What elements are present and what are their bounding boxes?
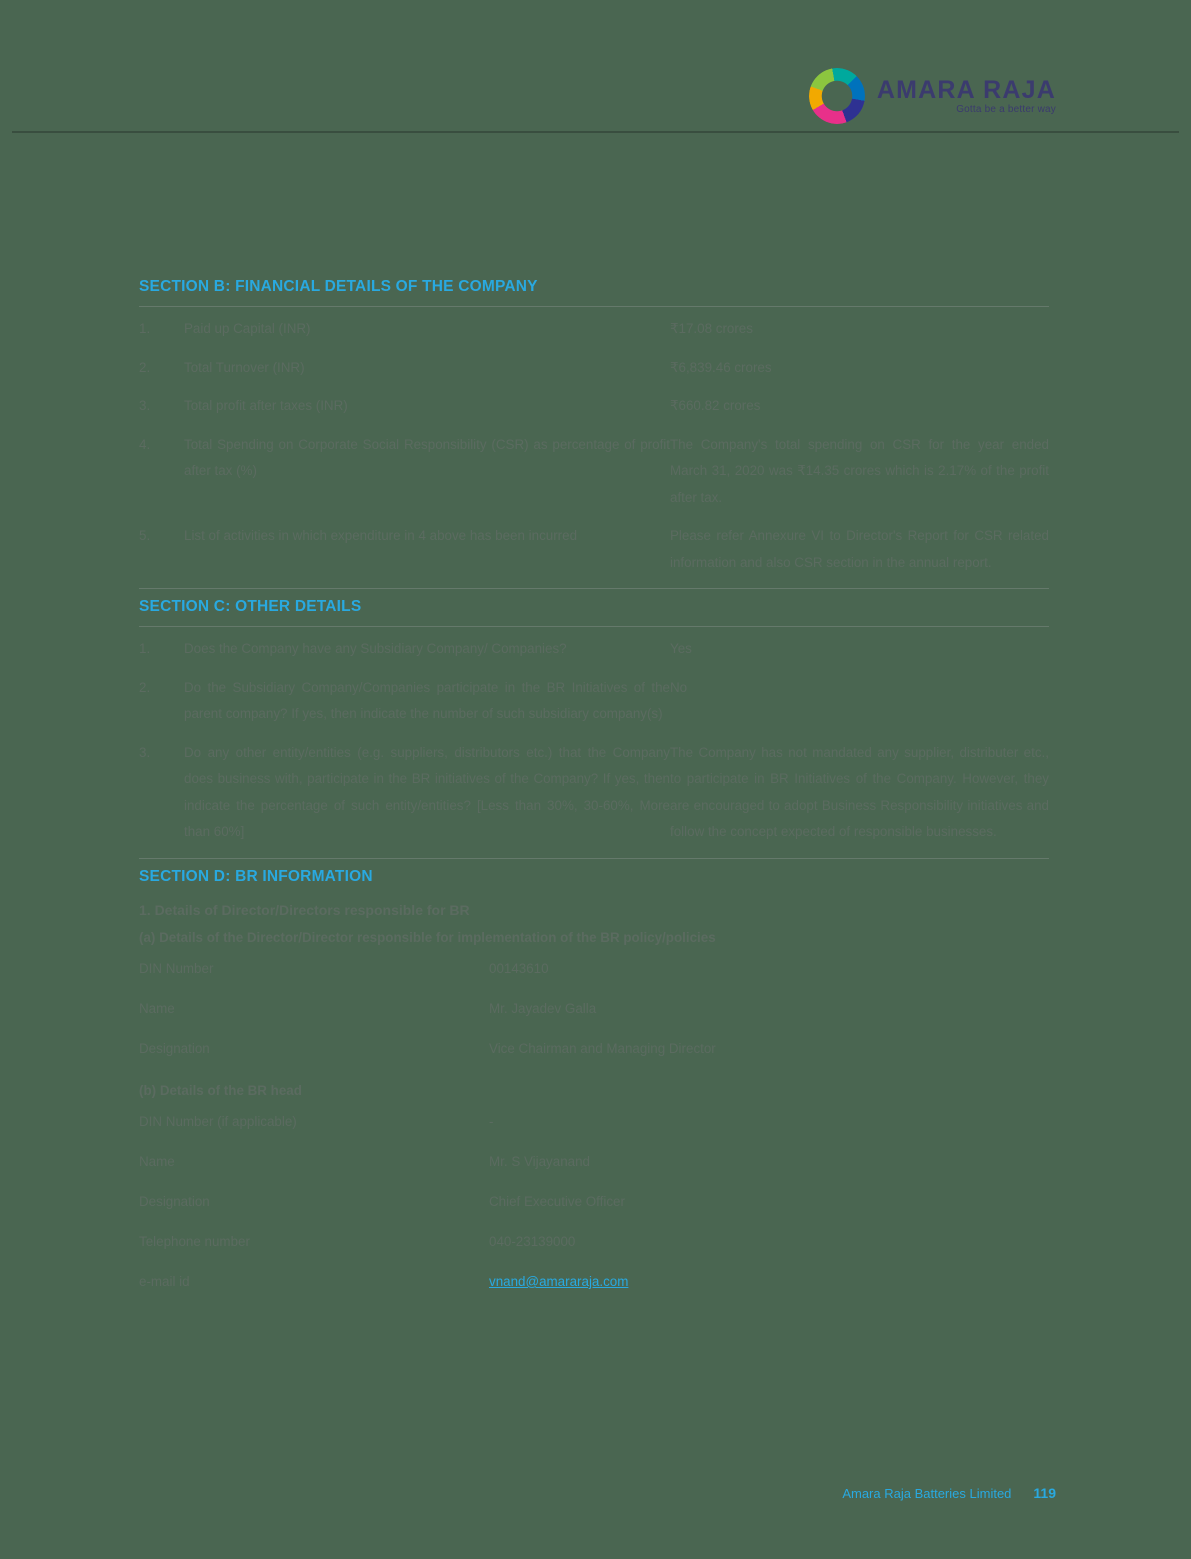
row-number: 3. [139,744,151,760]
row-question: Do the Subsidiary Company/Companies participate in the BR Initiatives of the parent company? If yes, then indicate the number of such subsidiary company(s) [184,679,670,722]
br-director-details-table [139,961,1049,1081]
section-d-top-divider [139,858,1049,859]
field-value: 00143610 [489,960,549,976]
table-row [139,1041,1049,1081]
field-label: Telephone number [139,1233,250,1249]
br-head-details-table [139,1114,1049,1314]
section-c-table [139,636,1049,858]
row-number: 1. [139,641,151,657]
amara-raja-swirl-logo-icon [809,68,865,124]
row-question: Does the Company have any Subsidiary Company/ Companies? [184,641,567,657]
field-label: Designation [139,1193,210,1209]
table-row [139,636,1049,675]
section-c-divider [139,626,1049,627]
row-question: Total Spending on Corporate Social Responsibility (CSR) as percentage of profit after tax (%) [184,436,670,479]
row-number: 5. [139,528,151,544]
row-answer: No [670,679,688,695]
section-c-top-divider [139,588,1049,589]
table-row [139,432,1049,524]
row-question: List of activities in which expenditure in 4 above has been incurred [184,528,578,544]
field-label: DIN Number [139,960,214,976]
field-value: 040-23139000 [489,1233,576,1249]
section-d-title: SECTION D: BR INFORMATION [139,867,373,885]
row-number: 1. [139,321,151,336]
row-question: Do any other entity/entities (e.g. suppliers, distributors etc.) that the Company does business with, participate in the BR initiatives of the Company? If yes, then indicate the percentage of such entity/entities? [Less than 30%, 30-60%, More than 60%] [184,744,670,840]
field-label: Name [139,1153,175,1169]
field-label: Designation [139,1040,210,1056]
row-answer: Please refer Annexure VI to Director's Report for CSR related information and also CSR section in the annual report. [670,528,1049,570]
company-logo [809,68,1056,124]
table-row [139,961,1049,1001]
table-row [139,1194,1049,1234]
row-number: 2. [139,359,151,375]
field-value: - [489,1113,494,1129]
field-value: Vice Chairman and Managing Director [489,1040,716,1056]
row-question: Total Turnover (INR) [184,359,305,375]
table-row [139,355,1049,394]
field-value: Mr. Jayadev Galla [489,1000,597,1016]
row-number: 2. [139,679,151,695]
row-question: Paid up Capital (INR) [184,321,311,336]
field-label: DIN Number (if applicable) [139,1113,297,1129]
field-value: Chief Executive Officer [489,1193,625,1209]
table-row [139,1154,1049,1194]
table-row [139,393,1049,432]
row-answer: Yes [670,641,692,657]
table-row [139,316,1049,355]
page-content [139,278,1049,1314]
table-row [139,1001,1049,1041]
row-answer: The Company has not mandated any supplier, distributer etc., to participate in BR Initiatives of the Company. However, they are encouraged to adopt Business Responsibility initiatives and follow the concept expected of responsible businesses. [670,744,1049,840]
page-footer [0,1481,1191,1501]
table-row [139,675,1049,740]
section-d-sub-a-heading: (a) Details of the Director/Director responsible for implementation of the BR policy/policies [139,929,716,945]
section-b-title: SECTION B: FINANCIAL DETAILS OF THE COMPANY [139,278,538,295]
table-row [139,1274,1049,1314]
row-number: 4. [139,436,151,452]
section-d-sub-b-heading: (b) Details of the BR head [139,1082,302,1098]
footer-company-name: Amara Raja Batteries Limited [842,1486,1012,1501]
table-row [139,1234,1049,1274]
field-value: Mr. S Vijayanand [489,1153,590,1169]
header-divider [12,131,1179,133]
row-number: 3. [139,398,151,414]
section-c-title: SECTION C: OTHER DETAILS [139,598,362,616]
page-header [0,0,1191,130]
table-row [139,523,1049,588]
table-row [139,1114,1049,1154]
email-link[interactable]: vnand@amararaja.com [489,1273,629,1289]
row-answer: ₹660.82 crores [670,398,761,414]
section-d-item1-heading: 1. Details of Director/Directors responsible for BR [139,901,470,918]
row-answer: ₹17.08 crores [670,321,753,336]
section-b-divider [139,306,1049,307]
footer-content [842,1485,1056,1501]
email-value-cell [489,1274,1049,1314]
footer-page-number: 119 [1033,1485,1056,1501]
table-row [139,740,1049,858]
field-label: Name [139,1000,175,1016]
row-question: Total profit after taxes (INR) [184,398,348,414]
row-answer: The Company's total spending on CSR for the year ended March 31, 2020 was ₹14.35 crores which is 2.17% of the profit after tax. [670,436,1049,505]
logo-tagline: Gotta be a better way [956,103,1056,115]
email-label: e-mail id [139,1273,190,1289]
logo-inner-circle [826,85,848,107]
logo-name: AMARA RAJA [876,75,1056,104]
row-answer: ₹6,839.46 crores [670,359,772,375]
logo-text-block [877,77,1056,116]
section-b-table [139,316,1049,588]
